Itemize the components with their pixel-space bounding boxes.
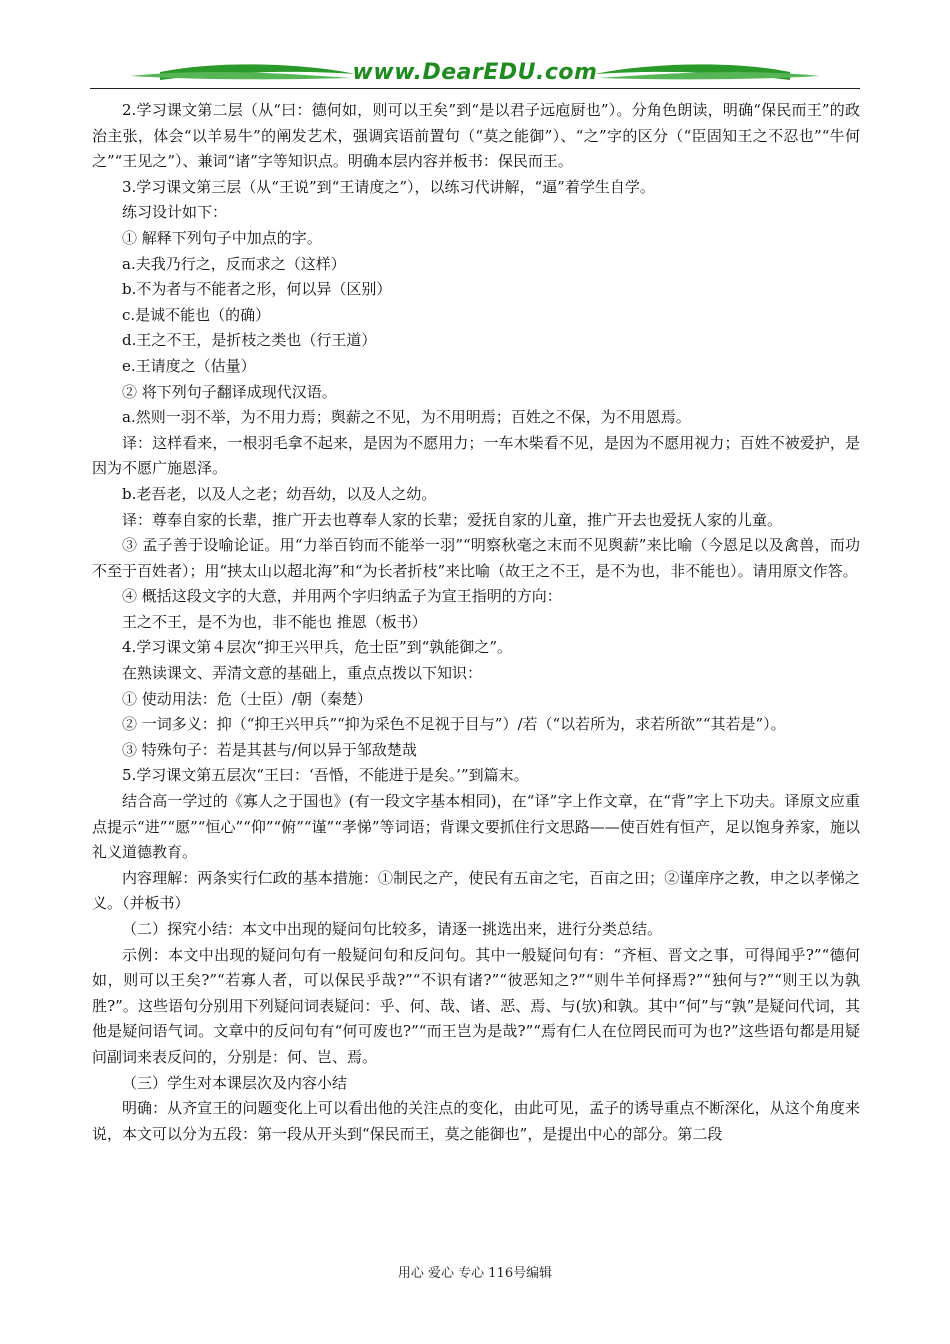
site-logo-text: www.DearEDU.com <box>352 60 598 85</box>
paragraph: c.是诚不能也（的确） <box>122 305 271 324</box>
paragraph: ② 一词多义：抑（“抑王兴甲兵”“抑为采色不足视于目与”）/若（“以若所为，求若所欲”“其若是”）。 <box>122 715 786 734</box>
paragraph: 5.学习课文第五层次“王曰：‘吾惛，不能进于是矣。’”到篇末。 <box>122 766 529 785</box>
paragraph: ① 解释下列句子中加点的字。 <box>122 228 322 247</box>
paragraph: 译：这样看来，一根羽毛拿不起来，是因为不愿用力；一车木柴看不见，是因为不愿用视力；百姓不被爱护，是因为不愿广施恩泽。 <box>92 433 860 478</box>
header-divider <box>90 88 860 89</box>
paragraph: ① 使动用法：危（士臣）/朝（秦楚） <box>122 689 372 708</box>
section-heading: （三）学生对本课层次及内容小结 <box>122 1073 348 1092</box>
paragraph: 结合高一学过的《寡人之于国也》(有一段文字基本相同)，在“译”字上作文章，在“背”字上下功夫。译原文应重点提示“进”“愿”“恒心”“仰”“俯”“谨”“孝悌”等词语；背课文要抓住行文思路——使百姓有恒产，足以饱身养家，施以礼义道德教育。 <box>92 792 860 862</box>
paragraph: 3.学习课文第三层（从“王说”到“王请度之”），以练习代讲解，“逼”着学生自学。 <box>122 177 655 196</box>
paragraph: d.王之不王，是折枝之类也（行王道） <box>122 331 377 350</box>
paragraph: 4.学习课文第４层次“抑王兴甲兵，危士臣”到“孰能御之”。 <box>122 638 512 657</box>
paragraph: 明确：从齐宣王的问题变化上可以看出他的关注点的变化，由此可见，孟子的诱导重点不断深化，从这个角度来说，本文可以分为五段：第一段从开头到“保民而王，莫之能御也”，是提出中心的部分。第二段 <box>92 1099 860 1143</box>
paragraph: a.夫我乃行之，反而求之（这样） <box>122 254 346 273</box>
paragraph: b.不为者与不能者之形，何以异（区别） <box>122 280 392 299</box>
paragraph: 在熟读课文、弄清文意的基础上，重点点拨以下知识： <box>122 664 483 683</box>
page-footer: 用心 爱心 专心 116号编辑 <box>397 1266 553 1281</box>
paragraph: 内容理解：两条实行仁政的基本措施：①制民之产，使民有五亩之宅，百亩之田；②谨庠序之教，申之以孝悌之义。（并板书） <box>92 868 860 913</box>
paragraph: b.老吾老，以及人之老；幼吾幼，以及人之幼。 <box>122 484 437 503</box>
paragraph: ④ 概括这段文字的大意，并用两个字归纳孟子为宣王指明的方向： <box>122 587 562 606</box>
paragraph: e.王请度之（估量） <box>122 356 256 375</box>
paragraph: ③ 特殊句子：若是其甚与/何以异于邹敌楚哉 <box>122 740 417 759</box>
paragraph: 王之不王，是不为也，非不能也 推恩（板书） <box>122 612 427 631</box>
section-heading: （二）探究小结：本文中出现的疑问句比较多，请逐一挑选出来，进行分类总结。 <box>122 920 663 938</box>
paragraph: ③ 孟子善于设喻论证。用“力举百钧而不能举一羽”“明察秋毫之末而不见舆薪”来比喻（今恩足以及禽兽，而功不至于百姓者）；用“挟太山以超北海”和“为长者折枝”来比喻（故王之不王，是不为也，非不能也）。请用原文作答。 <box>92 536 860 580</box>
paragraph: 2.学习课文第二层（从“曰：德何如，则可以王矣”到“是以君子远庖厨也”）。分角色朗读，明确“保民而王”的政治主张，体会“以羊易牛”的阐发艺术，强调宾语前置句（“莫之能御”）、“之”字的区分（“臣固知王之不忍也”“牛何之”“王见之”）、兼词“诸”字等知识点。明确本层内容并板书：保民而王。 <box>92 101 860 171</box>
paragraph: 练习设计如下： <box>122 203 228 222</box>
paragraph: ② 将下列句子翻译成现代汉语。 <box>122 382 337 401</box>
paragraph: 示例：本文中出现的疑问句有一般疑问句和反问句。其中一般疑问句有：“齐桓、晋文之事，可得闻乎?”“德何如，则可以王矣?”“若寡人者，可以保民乎哉?”“不识有诸?”“彼恶知之?”“则牛羊何择焉?”“独何与?”“则王以为孰胜?”。这些语句分别用下列疑问词表疑问：乎、何、哉、诸、恶、焉、与(欤)和孰。其中“何”与“孰”是疑问代词，其他是疑问语气词。文章中的反问句有“何可废也?”“而王岂为是哉?”“焉有仁人在位罔民而可为也?”这些语句都是用疑问副词来表反问的，分别是：何、岂、焉。 <box>92 945 860 1066</box>
paragraph: 译：尊奉自家的长辈，推广开去也尊奉人家的长辈；爱抚自家的儿童，推广开去也爱抚人家的儿童。 <box>122 510 783 529</box>
site-header <box>90 56 860 92</box>
paragraph: a.然则一羽不举，为不用力焉；舆薪之不见，为不用明焉；百姓之不保，为不用恩焉。 <box>122 408 691 427</box>
main-text <box>92 98 860 1147</box>
